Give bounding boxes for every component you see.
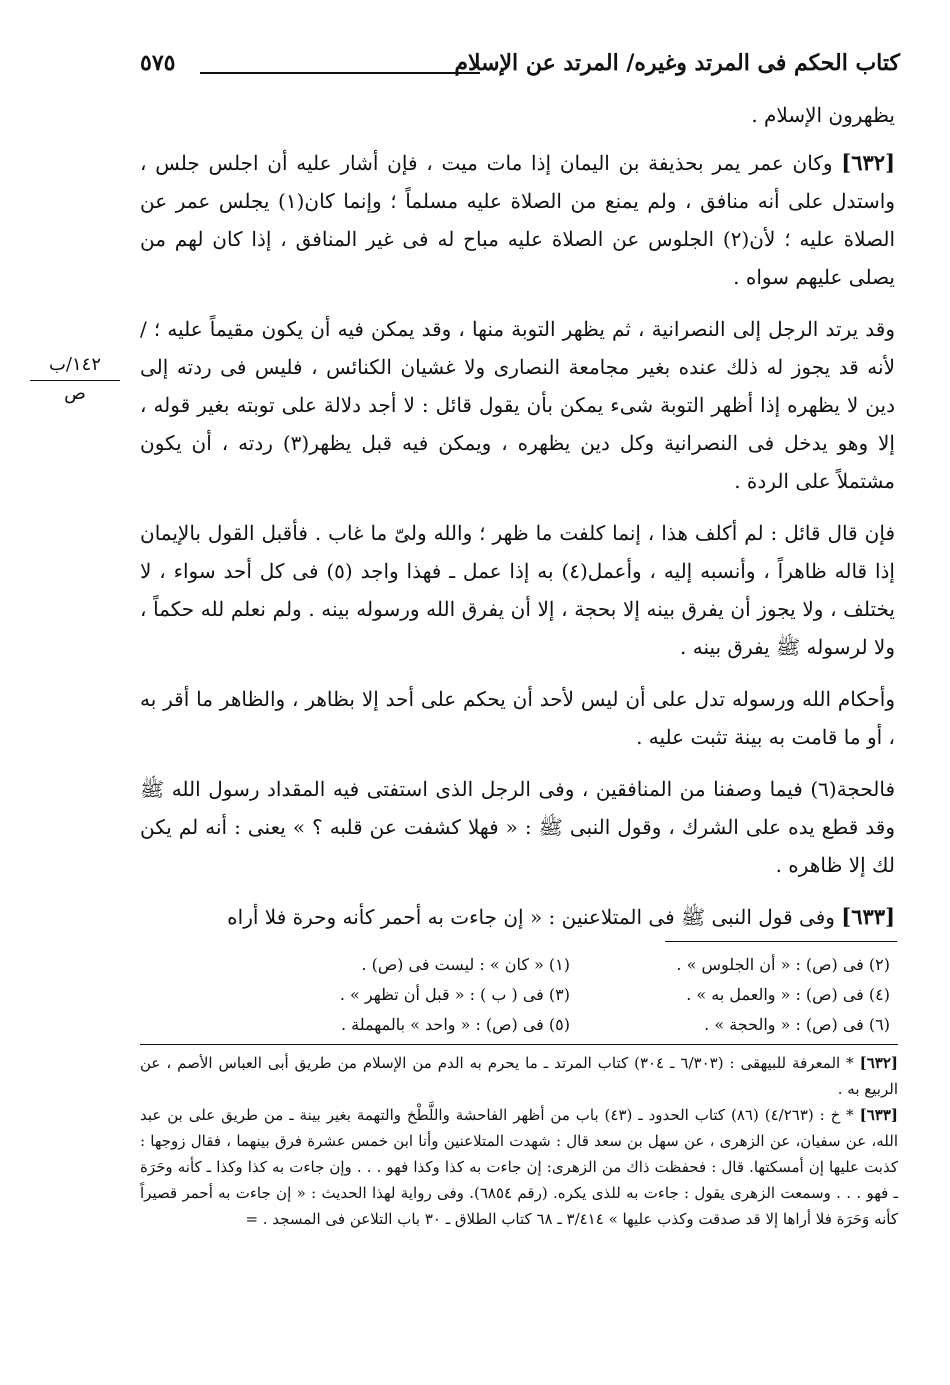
footnote-row xyxy=(250,1010,900,1040)
paragraph-number: [٦٣٢] xyxy=(841,150,895,175)
paragraph-5: فالحجة(٦) فيما وصفنا من المنافقين ، وفى الرجل الذى استفتى فيه المقداد رسول الله ﷺ وقد قطع يده على الشرك ، وقول النبى ﷺ : « فهلا كشفت عن قلبه ؟ » يعنى : أنه لم يكن لك إلا ظاهره . xyxy=(140,777,895,877)
paragraph-number: [٦٣٣] xyxy=(841,904,895,929)
footnote-3: (٣) فى ( ب ) : « قبل أن تظهر » . xyxy=(339,985,570,1004)
reference-633: [٦٣٣] * خ : (٤/٢٦٣) (٨٦) كتاب الحدود ـ (٤٣) باب من أظهر الفاحشة واللَّطْخ والتهمة بغير بينة ـ من طريق على بن عبد الله، عن سفيان، عن الزهرى ، عن سهل بن سعد قال : شهدت المتلاعنين وأنا ابن خمس عشرة فرق بينهما ، فقال زوجها : كذبت عليها إن أمسكتها. قال : فحفظت ذاك من الزهرى: إن جاءت به كذا وكذا فهو . . . وإن جاءت به كذا وكذا ـ كأنه وحَرَة ـ فهو . . . وسمعت الزهرى يقول : جاءت به للذى يكره. (رقم ٦٨٥٤). وفى رواية لهذا الحديث : « إن جاءت به أحمر قصيراً كأنه وَحَرَة فلا أراها إلا قد صدقت وكذب عليها » ٣/٤١٤ ـ ٦٨ كتاب الطلاق ـ ٣٠ باب التلاعن فى المسجد . = xyxy=(140,1106,899,1228)
footnote-row xyxy=(250,950,900,980)
chapter-title: كتاب الحكم فى المرتد وغيره/ المرتد عن الإسلام xyxy=(454,50,900,76)
hadith-references xyxy=(140,1050,898,1232)
main-text xyxy=(140,96,895,950)
reference-number: [٦٣٢] xyxy=(859,1054,898,1072)
footnote-row xyxy=(250,980,900,1010)
paragraph-0: يظهرون الإسلام . xyxy=(751,103,895,127)
paragraph-4: وأحكام الله ورسوله تدل على أن ليس لأحد أن يحكم على أحد إلا بظاهر ، والظاهر ما أقر به ، أو ما قامت به بينة تثبت عليه . xyxy=(140,687,895,749)
reference-632: [٦٣٢] * المعرفة للبيهقى : (٦/٣٠٣ ـ ٣٠٤) كتاب المرتد ـ ما يحرم به الدم من الإسلام من طريق أبى العباس الأصم ، عن الربيع به . xyxy=(140,1054,898,1098)
footnote-rule xyxy=(665,941,897,942)
footnote-1: (١) « كان » : ليست فى (ص) . xyxy=(361,955,570,974)
running-header xyxy=(140,50,900,86)
page-number: ٥٧٥ xyxy=(140,50,176,76)
margin-note-bottom: ص xyxy=(64,383,86,404)
footnote-6: (٦) فى (ص) : « والحجة » . xyxy=(704,1015,890,1034)
paragraph-633: [٦٣٣] وفى قول النبى ﷺ فى المتلاعنين : « إن جاءت به أحمر كأنه وحرة فلا أراه xyxy=(227,904,895,929)
references-rule xyxy=(140,1044,898,1045)
footnote-5: (٥) فى (ص) : « واحد » بالمهملة . xyxy=(340,1015,570,1034)
footnote-4: (٤) فى (ص) : « والعمل به » . xyxy=(686,985,890,1004)
margin-note-top: ١٤٢/ب xyxy=(30,352,120,381)
footnotes xyxy=(250,950,900,1040)
header-rule xyxy=(200,72,480,74)
footnote-2: (٢) فى (ص) : « أن الجلوس » . xyxy=(676,955,890,974)
paragraph-2: وقد يرتد الرجل إلى النصرانية ، ثم يظهر التوبة منها ، وقد يمكن فيه أن يكون مقيماً عليه ؛ / لأنه قد يجوز له ذلك عنده بغير مجامعة النصارى ولا غشيان الكنائس ، فليس فى ردته إلى دين لا يظهره إذا أظهر التوبة شىء يمكن بأن يقول قائل : لا أجد دلالة على توبته بغير قوله ، إلا وهو يدخل فى النصرانية وكل دين يظهره ، ويمكن فيه قبل يظهر(٣) ردته ، أن يكون مشتملاً على الردة . xyxy=(140,317,896,493)
paragraph-632: [٦٣٢] وكان عمر يمر بحذيفة بن اليمان إذا مات ميت ، فإن أشار عليه أن اجلس جلس ، واستدل على أنه منافق ، ولم يمنع من الصلاة عليه مسلماً ؛ وإنما كان(١) يجلس عمر عن الصلاة عليه ؛ لأن(٢) الجلوس عن الصلاة عليه مباح له فى غير المنافق ، إذا كان لهم من يصلى عليهم سواه . xyxy=(140,150,896,289)
margin-folio-note xyxy=(30,352,120,407)
paragraph-3: فإن قال قائل : لم أكلف هذا ، إنما كلفت ما ظهر ؛ والله ولىّ ما غاب . فأقبل القول بالإيمان إذا قاله ظاهراً ، وأنسبه إليه ، وأعمل(٤) به إذا عمل ـ فهذا واجد (٥) فى كل أحد سواء ، لا يختلف ، ولا يجوز أن يفرق بينه إلا بحجة ، إلا أن يفرق الله ورسوله بينه . ولم نعلم لله حكماً ، ولا لرسوله ﷺ يفرق بينه . xyxy=(140,521,895,659)
reference-number: [٦٣٣] xyxy=(859,1106,898,1124)
